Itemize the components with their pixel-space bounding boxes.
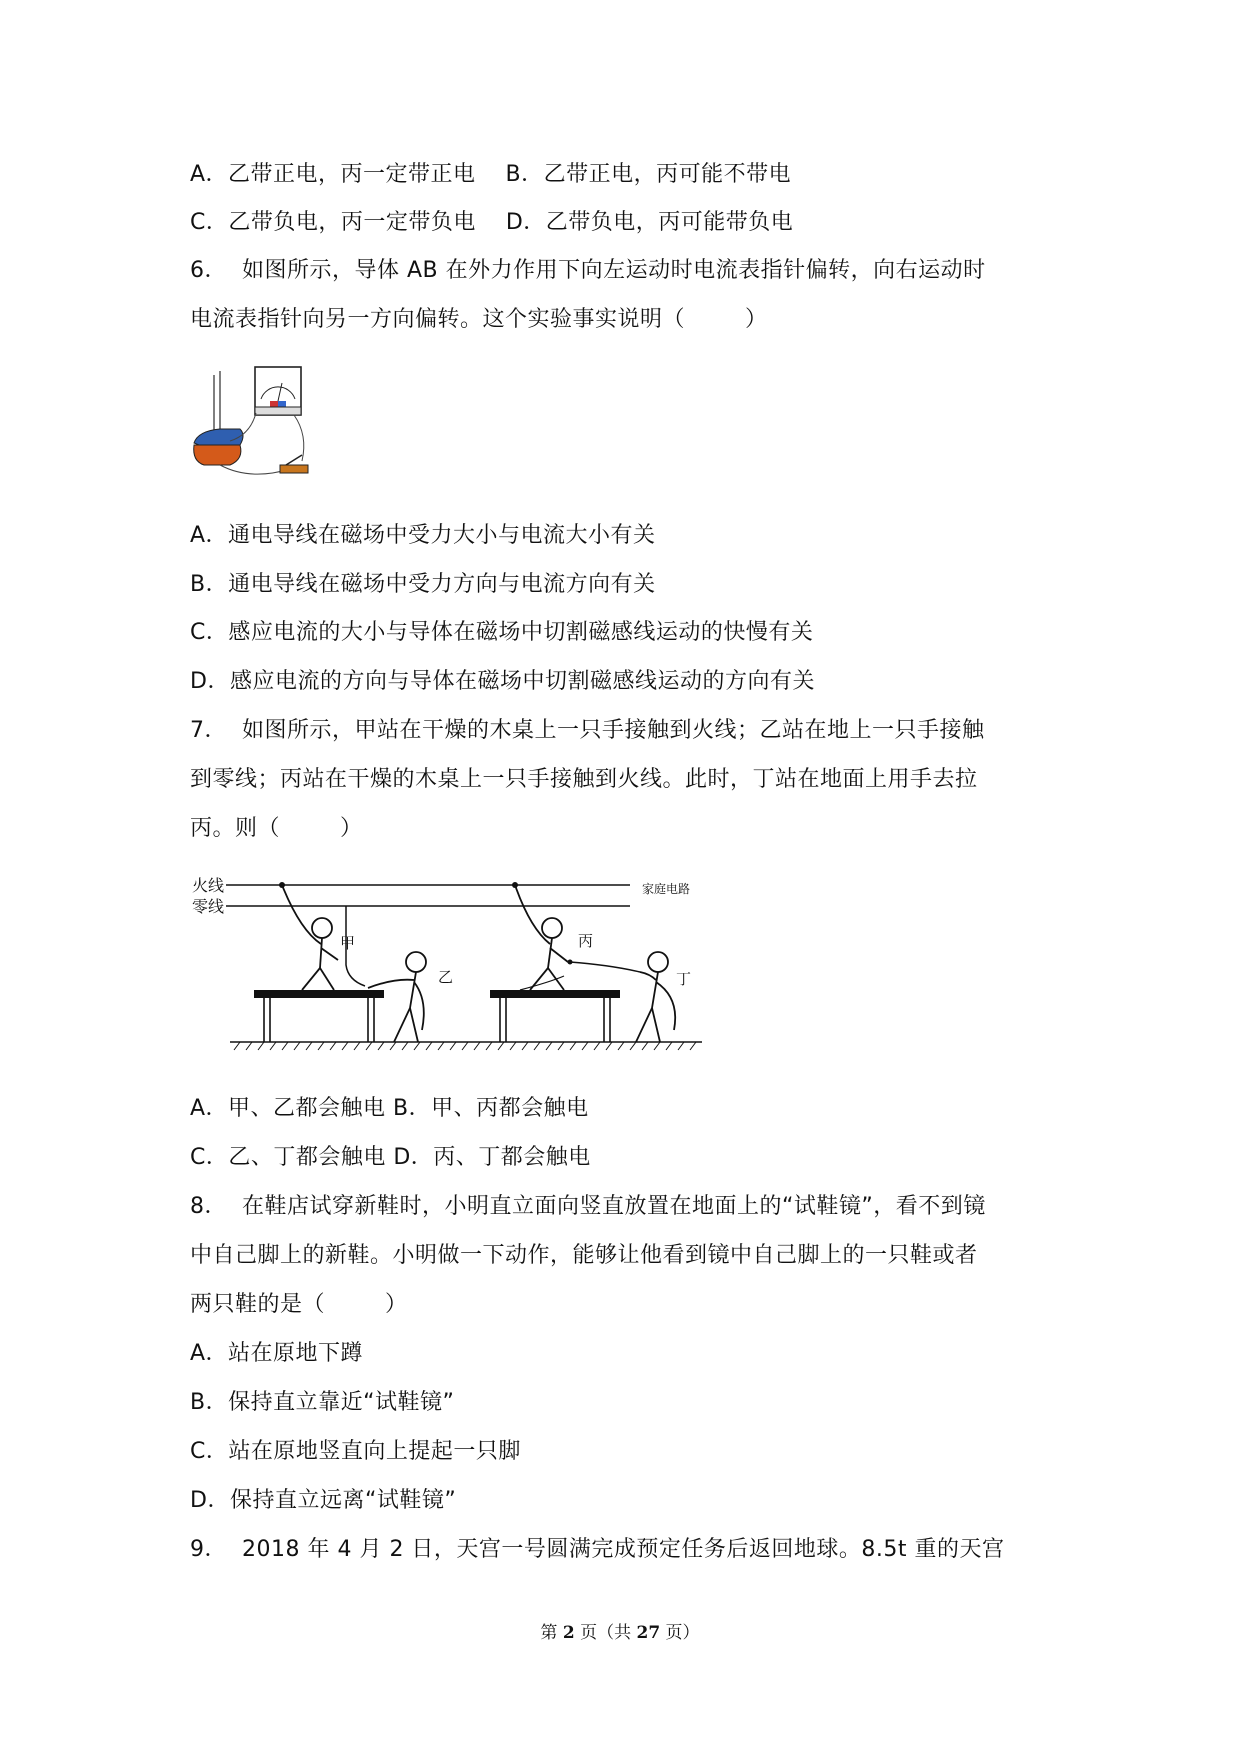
circuit-label: 家庭电路 <box>642 882 691 896</box>
footer-prefix: 第 <box>540 1623 563 1643</box>
person-bing-label: 丙 <box>578 932 594 950</box>
q8-option-b: B．保持直立靠近“试鞋镜” <box>190 1390 455 1415</box>
q8-stem-line1: 8． 在鞋店试穿新鞋时，小明直立面向竖直放置在地面上的“试鞋镜”，看不到镜 <box>190 1194 986 1219</box>
footer-total-pages: 27 <box>636 1623 661 1643</box>
q7-stem-line2: 到零线；丙站在干燥的木桌上一只手接触到火线。此时，丁站在地面上用手去拉 <box>190 767 978 792</box>
q6-option-b: B．通电导线在磁场中受力方向与电流方向有关 <box>190 572 656 597</box>
live-wire-label: 火线 <box>192 876 225 895</box>
q5-options-ab: A．乙带正电，丙一定带正电 B．乙带正电，丙可能不带电 <box>190 162 792 187</box>
q7-stem-line3: 丙。则（ ） <box>190 816 363 841</box>
q8-option-c: C．站在原地竖直向上提起一只脚 <box>190 1439 521 1464</box>
q8-stem-line3: 两只鞋的是（ ） <box>190 1292 408 1317</box>
q7-options-cd: C．乙、丁都会触电 D．丙、丁都会触电 <box>190 1145 591 1170</box>
person-jia-label: 甲 <box>340 934 356 952</box>
q7-stem-line1: 7． 如图所示，甲站在干燥的木桌上一只手接触到火线；乙站在地上一只手接触 <box>190 718 985 743</box>
q5-options-cd: C．乙带负电，丙一定带负电 D．乙带负电，丙可能带负电 <box>190 210 794 235</box>
q6-option-c: C．感应电流的大小与导体在磁场中切割磁感线运动的快慢有关 <box>190 620 814 645</box>
q8-option-d: D．保持直立远离“试鞋镜” <box>190 1488 457 1513</box>
q6-option-d: D．感应电流的方向与导体在磁场中切割磁感线运动的方向有关 <box>190 669 815 694</box>
footer-suffix: 页） <box>660 1623 700 1643</box>
q6-stem-line2: 电流表指针向另一方向偏转。这个实验事实说明（ ） <box>190 307 768 332</box>
person-yi-label: 乙 <box>438 968 454 986</box>
footer-page-number: 2 <box>562 1623 575 1643</box>
q6-stem-line1: 6． 如图所示，导体 AB 在外力作用下向左运动时电流表指针偏转，向右运动时 <box>190 258 986 283</box>
neutral-wire-label: 零线 <box>192 897 225 916</box>
q7-household-circuit-figure <box>190 870 710 1070</box>
q8-stem-line2: 中自己脚上的新鞋。小明做一下动作，能够让他看到镜中自己脚上的一只鞋或者 <box>190 1243 978 1268</box>
q8-option-a: A．站在原地下蹲 <box>190 1341 364 1366</box>
person-ding-label: 丁 <box>676 970 692 988</box>
footer-middle: 页（共 <box>574 1623 637 1643</box>
q6-induction-apparatus-figure <box>190 365 320 485</box>
q6-option-a: A．通电导线在磁场中受力大小与电流大小有关 <box>190 523 656 548</box>
q9-stem-line1: 9． 2018 年 4 月 2 日，天宫一号圆满完成预定任务后返回地球。8.5t 重的天宫 <box>190 1537 1005 1562</box>
page-footer <box>0 1618 1240 1643</box>
q7-options-ab: A．甲、乙都会触电 B．甲、丙都会触电 <box>190 1096 589 1121</box>
